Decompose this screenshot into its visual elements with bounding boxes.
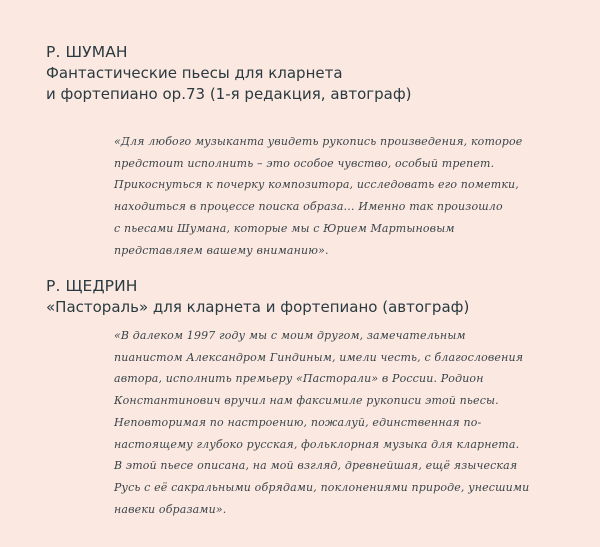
piece-title-line: «Пастораль» для кларнета и фортепиано (автограф) [46, 298, 470, 316]
quote-line: В этой пьесе описана, на мой взгляд, древнейшая, ещё языческая [114, 459, 518, 473]
quote-line: Неповторимая по настроению, пожалуй, единственная по- [114, 415, 482, 429]
quote-line: предстоит исполнить – это особое чувство, особый трепет. [114, 156, 495, 170]
section-shchedrin [46, 276, 566, 318]
quote-line: пианистом Александром Гиндиным, имели честь, с благословения [114, 350, 524, 364]
quote-line: навеки образами». [114, 502, 227, 516]
performer-quote [114, 131, 554, 261]
composer-name: Р. ЩЕДРИН [46, 277, 138, 295]
section-schumann [46, 42, 566, 105]
quote-line: Русь с её сакральными обрядами, поклонениями природе, унесшими [114, 480, 530, 494]
performer-quote [114, 325, 554, 520]
piece-title-line: Фантастические пьесы для кларнета [46, 64, 343, 82]
quote-line: автора, исполнить премьеру «Пасторали» в России. Родион [114, 372, 484, 386]
composer-name: Р. ШУМАН [46, 43, 128, 61]
piece-title [46, 297, 566, 318]
piece-title-line: и фортепиано op.73 (1-я редакция, автограф) [46, 85, 412, 103]
quote-line: находиться в процессе поиска образа… Именно так произошло [114, 200, 503, 214]
quote-line: представляем вашему вниманию». [114, 243, 329, 257]
piece-title [46, 63, 566, 105]
quote-line: настоящему глубоко русская, фольклорная музыка для кларнета. [114, 437, 520, 451]
quote-line: «Для любого музыканта увидеть рукопись произведения, которое [114, 135, 523, 148]
quote-line: Константинович вручил нам факсимиле рукописи этой пьесы. [114, 394, 499, 408]
quote-line: «В далеком 1997 году мы с моим другом, замечательным [114, 329, 466, 342]
quote-line: Прикоснуться к почерку композитора, исследовать его пометки, [114, 178, 519, 192]
quote-line: с пьесами Шумана, которые мы с Юрием Мартыновым [114, 221, 455, 235]
